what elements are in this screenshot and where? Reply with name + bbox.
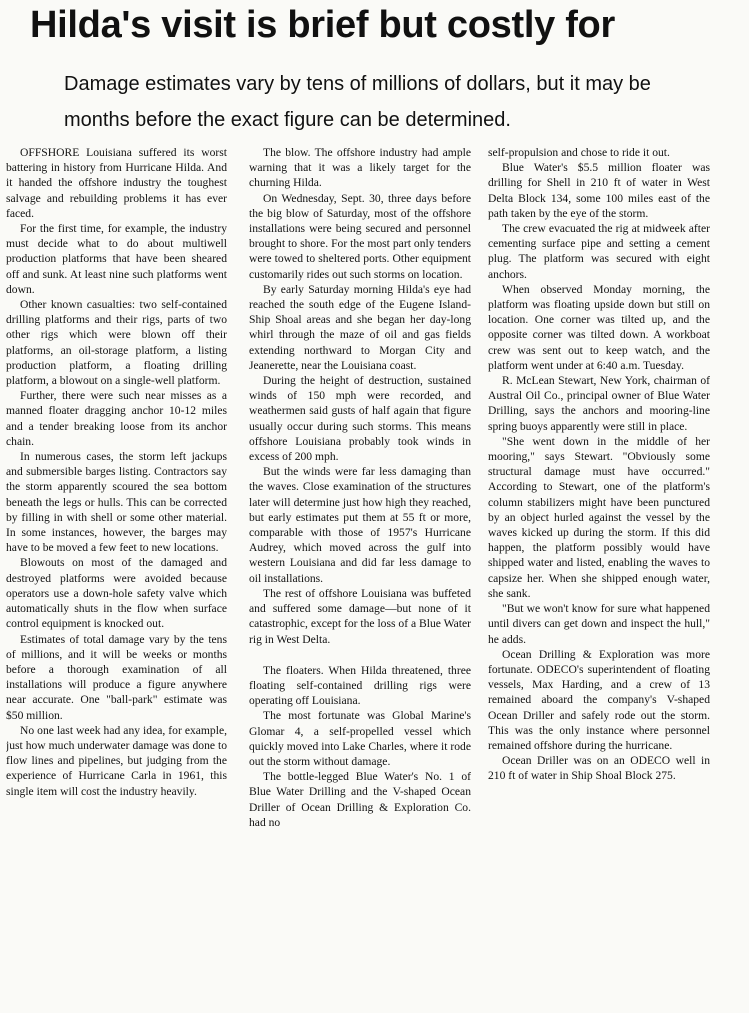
- paragraph: OFFSHORE Louisiana suffered its worst battering in history from Hurricane Hilda. And it handed the offshore industry the toughest salvage and rebuilding problems it has ever faced.: [6, 146, 227, 220]
- paragraph: "She went down in the middle of her mooring," says Stewart. "Obviously some structural damage must have occurred." According to Stewart, one of the platform's column stabilizers might have been punctured by an object hurled against the vessel by the waves kicked up during the storm. If this did happen, the platform possibly would have shipped water and listed, enabling the waves to capsize her. When she shipped enough water, she sank.: [488, 434, 710, 600]
- paragraph: By early Saturday morning Hilda's eye had reached the south edge of the Eugene Island-Ship Shoal areas and she began her day-long whirl through the maze of oil and gas fields extending northward to Morgan City and Jeanerette, near the Louisiana coast.: [249, 282, 471, 372]
- column-1: [6, 145, 227, 1013]
- paragraph: R. McLean Stewart, New York, chairman of Austral Oil Co., principal owner of Blue Water Drilling, says the anchors and mooring-line spring buoys apparently were still in place.: [488, 374, 710, 433]
- paragraph: "But we won't know for sure what happened until divers can get down and inspect the hull," he adds.: [488, 602, 710, 646]
- column-3: [488, 145, 710, 1013]
- paragraph: Estimates of total damage vary by the tens of millions, and it will be weeks or months before a thorough examination of all installations will produce a figure anywhere near accurate. One "ball-park" estimate was $50 million.: [6, 632, 227, 722]
- paragraph: On Wednesday, Sept. 30, three days before the big blow of Saturday, most of the offshore installations were being secured and personnel brought to shore. For the most part only tenders were towed to sheltered ports. Other equipment customarily rides out such storms on location.: [249, 191, 471, 281]
- paragraph: Further, there were such near misses as a manned floater dragging anchor 10-12 miles and a tender breaking loose from its anchor chain.: [6, 389, 227, 448]
- paragraph: In numerous cases, the storm left jackups and submersible barges listing. Contractors say the storm apparently scoured the sea bottom beneath the legs or hulls. This can be corrected by filling in with shell or some other material. In some instances, however, the barges may have to be moved a few feet to new locations.: [6, 450, 227, 555]
- paragraph: The crew evacuated the rig at midweek after cementing surface pipe and setting a cement plug. The platform was secured with eight anchors.: [488, 222, 710, 281]
- paragraph: When observed Monday morning, the platform was floating upside down but still on location. One corner was tilted up, and the opposite corner was tilted down. A workboat crew was sent out to keep watch, and the platform went under at 6:40 a.m. Tuesday.: [488, 282, 710, 372]
- paragraph: For the first time, for example, the industry must decide what to do about multiwell production platforms that have been sheared off and sunk. At least nine such platforms went down.: [6, 222, 227, 296]
- paragraph: But the winds were far less damaging than the waves. Close examination of the structures later will determine just how high they reached, but early estimates put them at 55 ft or more, comparable with those of 1957's Hurricane Audrey, which moved across the gulf into western Louisiana and did far less damage to oil installations.: [249, 465, 471, 585]
- paragraph: self-propulsion and chose to ride it out.: [488, 146, 670, 159]
- paragraph: The rest of offshore Louisiana was buffeted and suffered some damage—but none of it catastrophic, except for the loss of a Blue Water rig in West Delta.: [249, 586, 471, 646]
- paragraph: Other known casualties: two self-contained drilling platforms and their rigs, parts of two other rigs which were blown off their platforms, an oil-storage platform, a listing production platform, a floating drilling platform, a blowout on a single-well platform.: [6, 298, 227, 388]
- paragraph: Ocean Drilling & Exploration was more fortunate. ODECO's superintendent of floating vessels, Max Harding, and a crew of 13 remained aboard the company's V-shaped Ocean Driller and safely rode out the storm. This was the only instance where personnel remained offshore during the hurricane.: [488, 647, 710, 752]
- paragraph: Blowouts on most of the damaged and destroyed platforms were avoided because operators use a down-hole safety valve which automatically shuts in the flow when surface control equipment is knocked out.: [6, 556, 227, 631]
- paragraph: Ocean Driller was on an ODECO well in 210 ft of water in Ship Shoal Block 275.: [488, 754, 710, 783]
- column-2: [249, 145, 471, 1013]
- paragraph: The floaters. When Hilda threatened, three floating self-contained drilling rigs were operating off Louisiana.: [249, 663, 471, 708]
- deck-subheadline: Damage estimates vary by tens of millions of dollars, but it may be months before the exact figure can be determined.: [64, 73, 651, 131]
- paragraph: The blow. The offshore industry had ample warning that it was a likely target for the churning Hilda.: [249, 146, 471, 190]
- paragraph: The most fortunate was Global Marine's Glomar 4, a self-propelled vessel which quickly moved into Lake Charles, where it rode out the storm without damage.: [249, 709, 471, 768]
- paragraph: The bottle-legged Blue Water's No. 1 of Blue Water Drilling and the V-shaped Ocean Driller of Ocean Drilling & Exploration Co. had no: [249, 770, 471, 829]
- paragraph: During the height of destruction, sustained winds of 150 mph were recorded, and weathermen said gusts of half again that figure usually occur during such storms. This means offshore Louisiana probably took winds in excess of 200 mph.: [249, 374, 471, 464]
- paragraph: Blue Water's $5.5 million floater was drilling for Shell in 210 ft of water in West Delta Block 134, some 100 miles east of the path taken by the eye of the storm.: [488, 161, 710, 220]
- paragraph: No one last week had any idea, for example, just how much underwater damage was done to flow lines and pipelines, but judging from the experience of Hurricane Carla in 1961, this single item will cost the industry heavily.: [6, 723, 227, 798]
- headline: Hilda's visit is brief but costly for: [30, 4, 615, 46]
